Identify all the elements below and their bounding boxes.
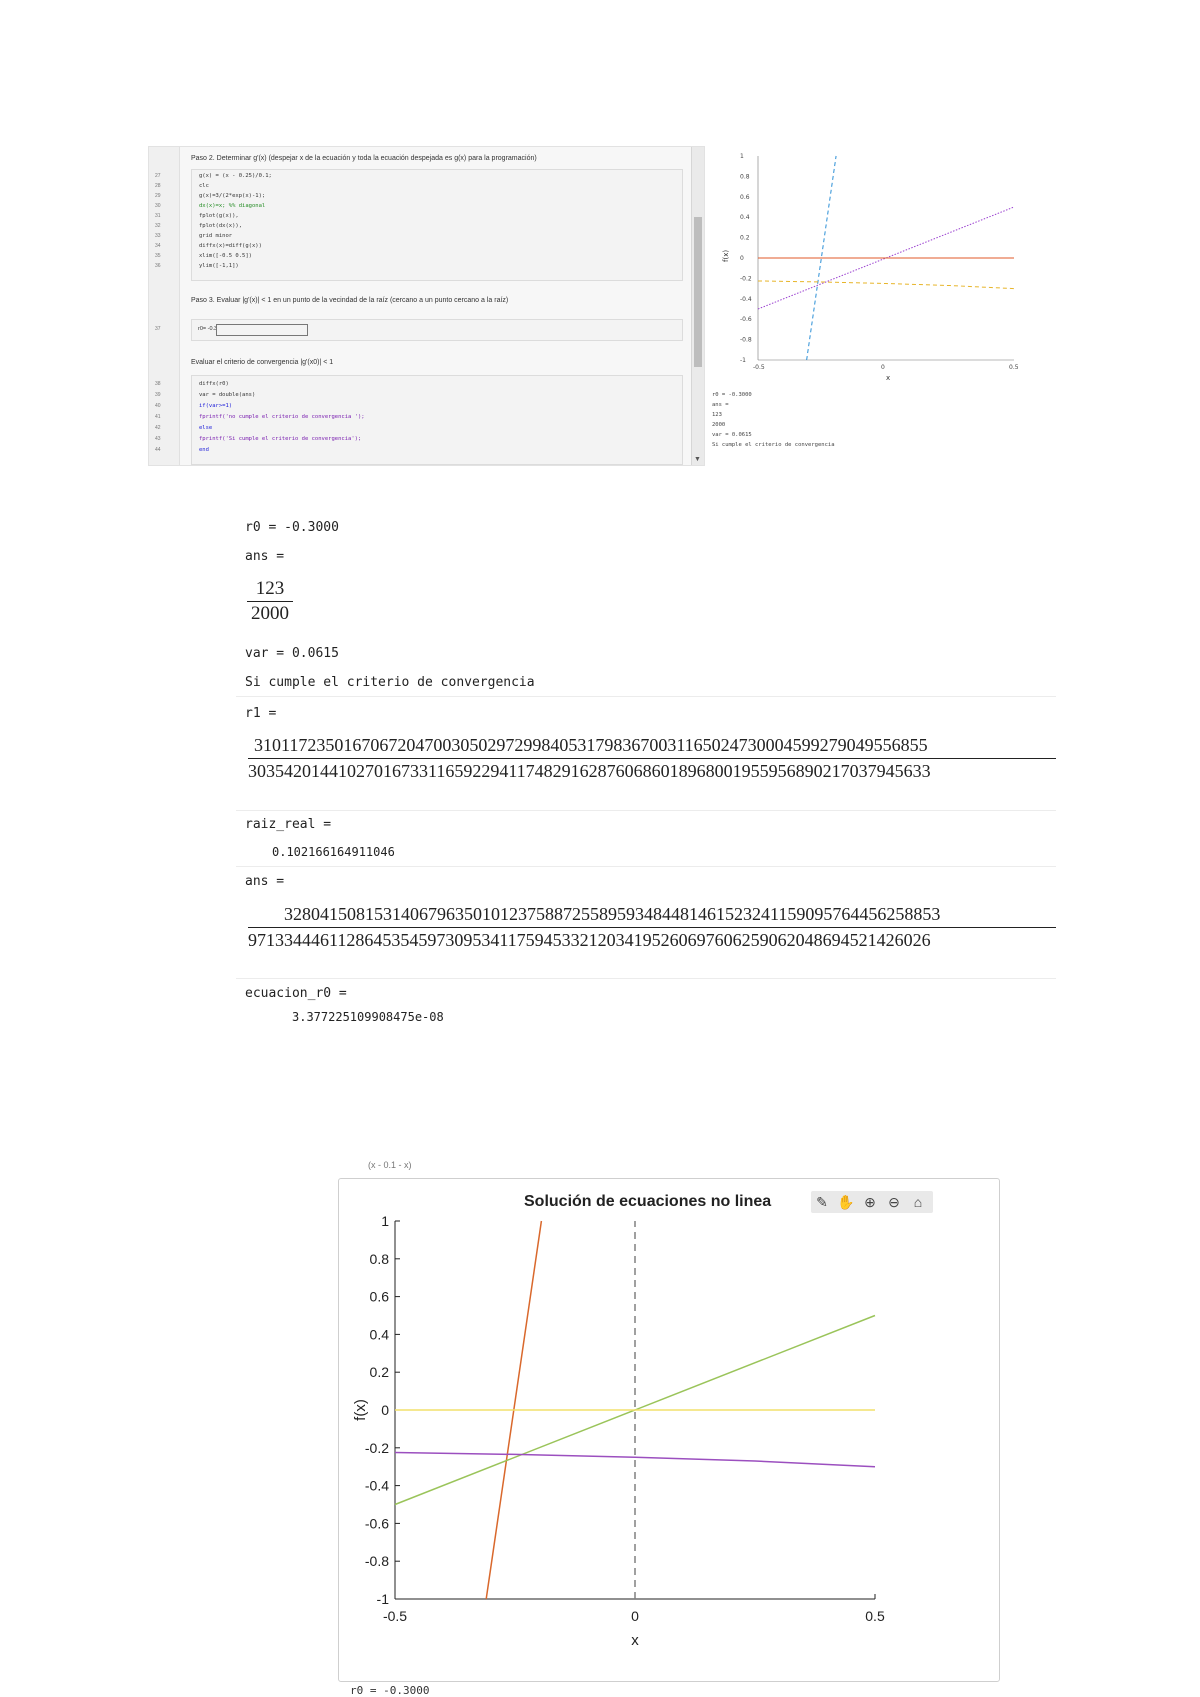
home-icon[interactable]: ⌂ <box>913 1194 923 1210</box>
zoom-out-icon[interactable]: ⊖ <box>888 1194 900 1210</box>
mini-y-tick-label: 0.2 <box>740 234 750 242</box>
code-line[interactable]: else <box>199 425 213 431</box>
mini-x-tick-label: 0.5 <box>1009 364 1019 371</box>
y-tick-label: 0 <box>381 1402 389 1418</box>
figure-window <box>338 1178 1000 1682</box>
x-tick-label: 0.5 <box>865 1608 885 1624</box>
code-line[interactable]: xlim([-0.5 0.5]) <box>199 253 252 259</box>
r1-label: r1 = <box>245 706 277 721</box>
code-block-2-lines <box>149 147 689 465</box>
line-number: 44 <box>155 447 161 453</box>
y-axis-label: f(x) <box>352 1399 369 1421</box>
mini-y-tick-label: -0.6 <box>740 316 752 324</box>
code-line[interactable]: if(var>=1) <box>199 403 233 409</box>
ans2-fraction <box>248 904 1056 951</box>
figure-footer: r0 = -0.3000 <box>350 1684 430 1697</box>
mini-output-line: Si cumple el criterio de convergencia <box>712 442 835 448</box>
y-tick-label: 0.8 <box>369 1250 389 1267</box>
line-number: 43 <box>155 436 161 442</box>
scroll-down-icon[interactable]: ▼ <box>694 456 701 463</box>
paso3-text: Paso 3. Evaluar |g'(x)| < 1 en un punto de la vecindad de la raíz (cercano a un punto cercano a la raíz) <box>191 297 509 304</box>
r1-fraction <box>248 735 1056 782</box>
ans1-denominator: 2000 <box>251 603 289 624</box>
code-line[interactable]: ylim([-1,1]) <box>199 263 239 269</box>
x-tick-label: 0 <box>631 1608 639 1624</box>
code-line[interactable]: fplot(g(x)), <box>199 213 239 219</box>
mini-y-tick-label: -1 <box>740 357 746 364</box>
code-line[interactable]: var = double(ans) <box>199 392 256 398</box>
raiz-label: raiz_real = <box>245 817 332 832</box>
mini-y-tick-label: -0.8 <box>740 336 752 344</box>
mini-output-line: ans = <box>712 402 729 408</box>
ans2-label: ans = <box>245 874 285 889</box>
ans1-numerator: 123 <box>255 578 285 599</box>
line-number: 38 <box>155 381 161 387</box>
live-script-editor <box>148 146 705 466</box>
code-line[interactable]: diffx(r0) <box>199 381 229 387</box>
mini-x-axis-label: x <box>886 374 891 382</box>
mini-x-tick-label: -0.5 <box>753 364 765 371</box>
line-number: 28 <box>155 183 161 189</box>
code-line[interactable]: fprintf('Si cumple el criterio de convergencia'); <box>199 436 362 442</box>
mini-y-axis-label: f(x) <box>722 249 730 262</box>
line-number: 29 <box>155 193 161 199</box>
mini-plot-svg <box>708 146 1028 386</box>
code-line[interactable]: g(x)=3/(2*exp(x)-1); <box>199 193 266 199</box>
raiz-value: 0.102166164911046 <box>272 845 395 859</box>
mini-x-tick-label: 0 <box>881 364 885 371</box>
line-number: 36 <box>155 263 161 269</box>
zoom-in-icon[interactable]: ⊕ <box>864 1194 876 1210</box>
output-separator <box>236 696 1056 697</box>
line-number: 32 <box>155 223 161 229</box>
line-number: 40 <box>155 403 161 409</box>
criterio-text: Evaluar el criterio de convergencia |g'(x0)| < 1 <box>191 359 334 366</box>
y-tick-label: -0.6 <box>364 1515 389 1532</box>
ans2-numerator: 3280415081531406796350101237588725589593484481461523241159095764456258853 <box>284 904 941 924</box>
code-line[interactable]: fprintf('no cumple el criterio de convergencia '); <box>199 414 365 420</box>
brush-icon[interactable]: ✎ <box>816 1194 828 1210</box>
y-tick-label: 1 <box>381 1213 389 1229</box>
r0-input-line[interactable]: r0= -0.3 <box>198 326 218 332</box>
ecuacion-label: ecuacion_r0 = <box>245 986 347 1001</box>
mini-output-line: 123 <box>712 412 722 418</box>
output-separator <box>236 810 1056 811</box>
output-separator <box>236 978 1056 979</box>
code-line[interactable]: g(x) = (x - 0.25)/0.1; <box>199 173 272 179</box>
fraction-bar <box>248 927 1056 928</box>
line-number: 27 <box>155 173 161 179</box>
code-line[interactable]: clc <box>199 183 209 189</box>
ans1-fraction <box>247 578 293 625</box>
ecuacion-value: 3.377225109908475e-08 <box>292 1010 444 1024</box>
figure-title: Solución de ecuaciones no linea <box>524 1193 772 1210</box>
mini-y-tick-label: 0.4 <box>740 214 750 222</box>
line-number: 33 <box>155 233 161 239</box>
line-number: 42 <box>155 425 161 431</box>
mini-output-plot <box>708 146 1028 464</box>
code-line[interactable]: fplot(dx(x)), <box>199 223 243 229</box>
mini-y-tick-label: 0.8 <box>740 173 750 181</box>
line-number: 31 <box>155 213 161 219</box>
code-line[interactable]: end <box>199 447 209 453</box>
editor-scrollbar[interactable] <box>691 147 704 465</box>
line-number: 34 <box>155 243 161 249</box>
line-number: 41 <box>155 414 161 420</box>
line-number: 35 <box>155 253 161 259</box>
paso2-text: Paso 2. Determinar g'(x) (despejar x de la ecuación y toda la ecuación despejada es g(x) para la programación) <box>191 155 537 162</box>
mini-output-text <box>712 392 1012 464</box>
mini-series-line <box>758 281 1014 289</box>
mini-y-tick-label: 1 <box>740 153 744 160</box>
mini-y-tick-label: 0 <box>740 255 744 262</box>
line-number: 37 <box>155 326 161 332</box>
fraction-bar <box>248 758 1056 759</box>
scrollbar-thumb[interactable] <box>694 217 702 367</box>
pan-hand-icon[interactable]: ✋ <box>837 1194 855 1210</box>
mini-output-line: 2000 <box>712 422 726 428</box>
r0-output: r0 = -0.3000 <box>245 520 339 535</box>
mini-output-line: var = 0.0615 <box>712 432 752 438</box>
line-number: 30 <box>155 203 161 209</box>
y-tick-label: -1 <box>376 1591 389 1607</box>
y-tick-label: 0.2 <box>369 1364 389 1381</box>
y-tick-label: -0.8 <box>364 1553 389 1570</box>
cumple-output: Si cumple el criterio de convergencia <box>245 675 535 690</box>
code-line[interactable]: diffx(x)=diff(g(x)) <box>199 243 262 249</box>
y-tick-label: -0.2 <box>364 1439 389 1456</box>
mini-y-tick-label: 0.6 <box>740 193 750 201</box>
main-plot-svg <box>339 1179 999 1681</box>
output-separator <box>236 866 1056 867</box>
r1-numerator: 310117235016706720470030502972998405317983670031165024730004599279049556855 <box>254 735 928 755</box>
y-tick-label: -0.4 <box>364 1477 389 1494</box>
mini-y-tick-label: -0.2 <box>740 275 752 283</box>
y-tick-label: 0.4 <box>369 1326 389 1343</box>
r1-denominator: 3035420144102701673311659229411748291628760686018968001955956890217037945633 <box>248 761 931 781</box>
y-tick-label: 0.6 <box>369 1288 389 1305</box>
line-number: 39 <box>155 392 161 398</box>
ans2-denominator: 9713344461128645354597309534117594533212034195260697606259062048694521426026 <box>248 930 931 950</box>
mini-y-tick-label: -0.4 <box>740 295 752 303</box>
fraction-bar <box>247 601 293 602</box>
mini-output-line: r0 = -0.3000 <box>712 392 752 398</box>
x-axis-label: x <box>631 1632 639 1649</box>
code-line[interactable]: dx(x)=x; %% diagonal <box>199 203 266 209</box>
var-output: var = 0.0615 <box>245 646 339 661</box>
ans1-label: ans = <box>245 549 285 564</box>
code-line[interactable]: grid minor <box>199 233 233 239</box>
x-tick-label: -0.5 <box>382 1608 408 1624</box>
figure-caption-above: (x - 0.1 - x) <box>368 1160 412 1170</box>
